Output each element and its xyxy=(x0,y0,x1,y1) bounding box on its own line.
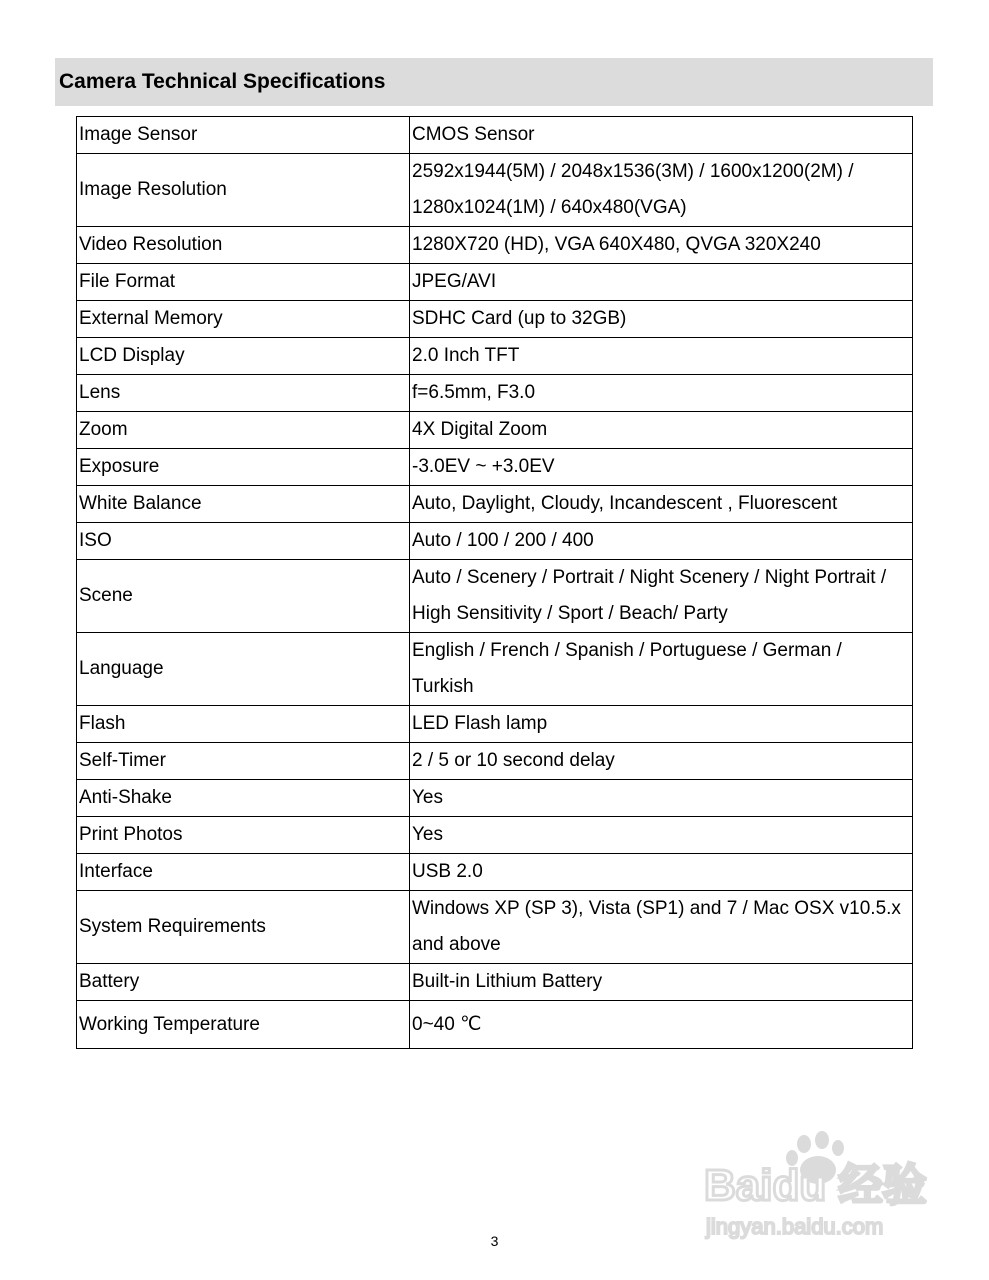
specifications-table-body xyxy=(77,117,913,1049)
table-row xyxy=(77,1001,913,1049)
spec-value xyxy=(410,338,913,375)
spec-label: Anti-Shake xyxy=(77,780,410,817)
spec-value-line: High Sensitivity / Sport / Beach/ Party xyxy=(412,603,728,624)
table-row xyxy=(77,412,913,449)
spec-value xyxy=(410,780,913,817)
spec-label: Lens xyxy=(77,375,410,412)
spec-value-line: Built-in Lithium Battery xyxy=(412,971,603,992)
spec-value xyxy=(410,633,913,706)
spec-label: Zoom xyxy=(77,412,410,449)
spec-label: LCD Display xyxy=(77,338,410,375)
spec-value-line: Yes xyxy=(412,824,443,845)
spec-value-line: 2.0 Inch TFT xyxy=(412,345,520,366)
spec-value xyxy=(410,264,913,301)
spec-value xyxy=(410,375,913,412)
spec-value-line: USB 2.0 xyxy=(412,861,483,882)
spec-label: Print Photos xyxy=(77,817,410,854)
spec-value-line: English / French / Spanish / Portuguese / German / xyxy=(412,640,842,661)
table-row xyxy=(77,375,913,412)
spec-label: Video Resolution xyxy=(77,227,410,264)
spec-value xyxy=(410,301,913,338)
spec-value xyxy=(410,227,913,264)
table-row xyxy=(77,338,913,375)
spec-value xyxy=(410,117,913,154)
spec-label: ISO xyxy=(77,523,410,560)
spec-value xyxy=(410,523,913,560)
table-row xyxy=(77,523,913,560)
spec-label: Self-Timer xyxy=(77,743,410,780)
spec-value xyxy=(410,854,913,891)
table-row xyxy=(77,486,913,523)
spec-label: Working Temperature xyxy=(77,1001,410,1049)
spec-value xyxy=(410,891,913,964)
spec-value-line: LED Flash lamp xyxy=(412,713,548,734)
spec-value xyxy=(410,743,913,780)
spec-label: Scene xyxy=(77,560,410,633)
spec-value xyxy=(410,560,913,633)
table-row xyxy=(77,780,913,817)
spec-label: Battery xyxy=(77,964,410,1001)
spec-value-line: Yes xyxy=(412,787,443,808)
spec-value xyxy=(410,486,913,523)
spec-label: System Requirements xyxy=(77,891,410,964)
spec-label: Image Resolution xyxy=(77,154,410,227)
spec-value-line: CMOS Sensor xyxy=(412,124,535,145)
table-row xyxy=(77,449,913,486)
spec-value-line: 1280X720 (HD), VGA 640X480, QVGA 320X240 xyxy=(412,234,821,255)
spec-label: White Balance xyxy=(77,486,410,523)
baidu-jingyan-watermark xyxy=(700,1130,940,1250)
spec-value-line: 4X Digital Zoom xyxy=(412,419,548,440)
table-row xyxy=(77,117,913,154)
table-row xyxy=(77,633,913,706)
page-number: 3 xyxy=(490,1233,499,1249)
spec-value-line: f=6.5mm, F3.0 xyxy=(412,382,536,403)
spec-value xyxy=(410,449,913,486)
spec-value-line: Auto / Scenery / Portrait / Night Scenery / Night Portrait / xyxy=(412,567,887,588)
spec-label: External Memory xyxy=(77,301,410,338)
spec-value xyxy=(410,1001,913,1049)
watermark-url: jingyan.baidu.com xyxy=(706,1214,884,1239)
spec-value xyxy=(410,154,913,227)
table-row xyxy=(77,560,913,633)
table-row xyxy=(77,706,913,743)
table-row xyxy=(77,964,913,1001)
spec-value xyxy=(410,964,913,1001)
spec-label: File Format xyxy=(77,264,410,301)
table-row xyxy=(77,301,913,338)
spec-value-line: and above xyxy=(412,934,501,955)
spec-value-line: Auto, Daylight, Cloudy, Incandescent , Fluorescent xyxy=(412,493,838,514)
table-row xyxy=(77,227,913,264)
spec-label: Exposure xyxy=(77,449,410,486)
spec-label: Image Sensor xyxy=(77,117,410,154)
spec-label: Language xyxy=(77,633,410,706)
table-row xyxy=(77,817,913,854)
spec-value-line: 2592x1944(5M) / 2048x1536(3M) / 1600x1200(2M) / xyxy=(412,161,854,182)
table-row xyxy=(77,264,913,301)
spec-value xyxy=(410,706,913,743)
table-row xyxy=(77,891,913,964)
spec-value-line: -3.0EV ~ +3.0EV xyxy=(412,456,555,477)
spec-label: Interface xyxy=(77,854,410,891)
spec-value-line: Windows XP (SP 3), Vista (SP1) and 7 / Mac OSX v10.5.x xyxy=(412,898,901,919)
page-title: Camera Technical Specifications xyxy=(59,70,386,93)
section-header xyxy=(55,58,933,106)
spec-value-line: 2 / 5 or 10 second delay xyxy=(412,750,615,771)
watermark-brand: Baidu 经验 xyxy=(704,1161,927,1210)
spec-value-line: 0~40 ℃ xyxy=(412,1013,482,1035)
table-row xyxy=(77,154,913,227)
spec-value-line: SDHC Card (up to 32GB) xyxy=(412,308,627,329)
spec-label: Flash xyxy=(77,706,410,743)
spec-value-line: 1280x1024(1M) / 640x480(VGA) xyxy=(412,197,687,218)
spec-value xyxy=(410,412,913,449)
table-row xyxy=(77,854,913,891)
spec-value-line: JPEG/AVI xyxy=(412,271,497,292)
spec-value xyxy=(410,817,913,854)
spec-value-line: Turkish xyxy=(412,676,474,697)
spec-value-line: Auto / 100 / 200 / 400 xyxy=(412,530,594,551)
specifications-table xyxy=(76,116,913,1049)
table-row xyxy=(77,743,913,780)
